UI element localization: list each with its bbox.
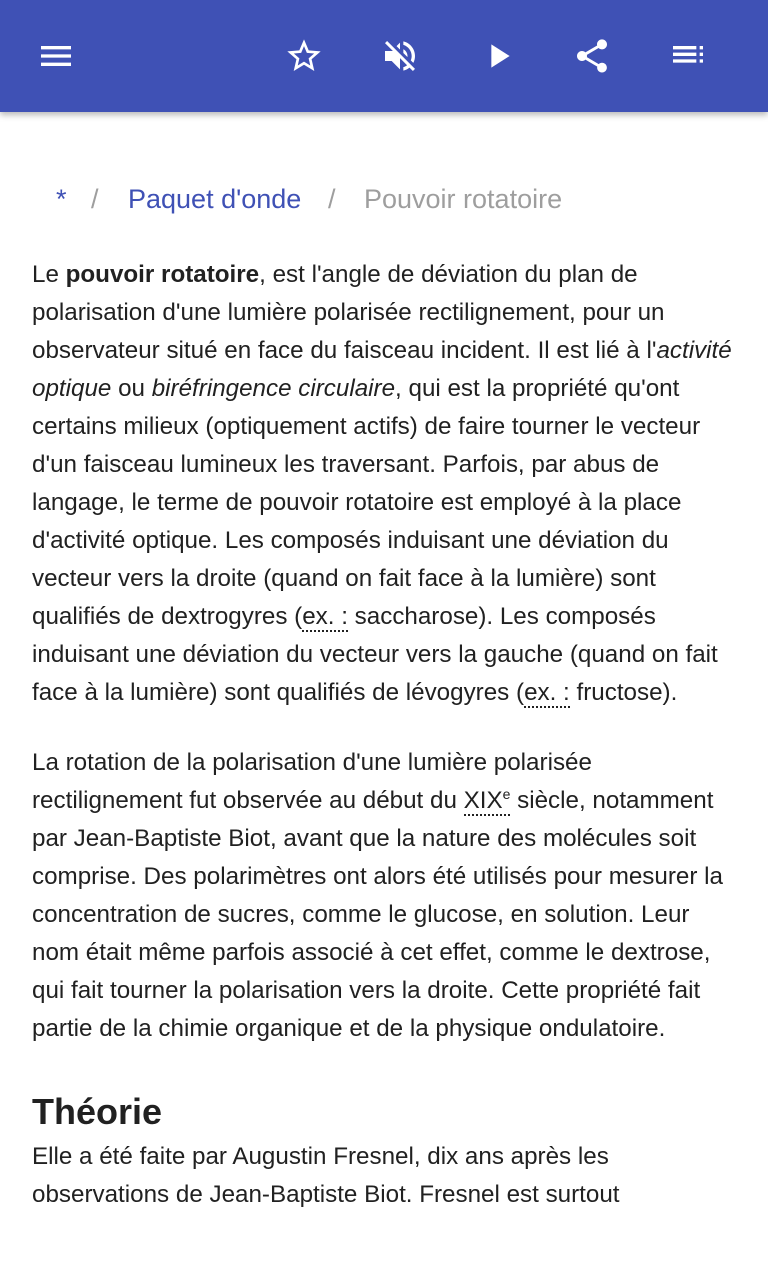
volume-mute-icon <box>380 36 420 76</box>
paragraph-theory: Elle a été faite par Augustin Fresnel, dix ans après les observations de Jean-Baptiste Biot. Fresnel est surtout <box>32 1143 620 1208</box>
paragraph-intro <box>32 256 740 712</box>
share-button[interactable] <box>560 24 624 88</box>
term-italic: biréfringence circulaire <box>151 375 396 402</box>
text: , qui est la propriété qu'ont certains milieux (optiquement actifs) de faire tourner le vecteur d'un faisceau lumineux les traversant. Parfois, par abus de langage, le terme de pouvoir rotatoire est employé à la place d'activité optique. Les composés induisant une déviation du vecteur vers la droite (quand on fait face à la lumière) sont qualifiés de dextrogyres ( <box>32 375 701 630</box>
menu-icon <box>36 36 76 76</box>
term-bold: pouvoir rotatoire <box>65 261 260 288</box>
text: Le <box>32 261 66 288</box>
century-abbreviation[interactable] <box>464 787 511 816</box>
playlist-button[interactable] <box>656 24 720 88</box>
playlist-icon <box>668 36 708 76</box>
article-content <box>0 112 768 1280</box>
abbreviation[interactable]: ex. : <box>524 679 570 706</box>
mute-button[interactable] <box>368 24 432 88</box>
text: , est l'angle de déviation du plan de polarisation d'une lumière polarisée rectilignement, pour un observateur situé en face du faisceau incident. Il est lié à l' <box>32 261 665 364</box>
term-italic: activité optique <box>32 337 732 402</box>
menu-button[interactable] <box>24 24 88 88</box>
article-body <box>32 256 740 1246</box>
breadcrumb <box>0 182 768 216</box>
paragraph-history <box>32 744 740 1048</box>
breadcrumb-separator: / <box>91 184 99 214</box>
star-outline-icon <box>284 36 324 76</box>
play-icon <box>478 36 518 76</box>
century-text: XIX <box>463 787 503 814</box>
breadcrumb-home-link[interactable]: * <box>56 184 67 214</box>
text: saccharose). Les composés induisant une déviation du vecteur vers la gauche (quand on fait face à la lumière) sont qualifiés de lévogyres ( <box>32 603 718 706</box>
text: fructose). <box>569 679 678 706</box>
section-heading: Théorie <box>32 1091 163 1132</box>
app-bar <box>0 0 768 112</box>
share-icon <box>572 36 612 76</box>
text: siècle, notamment par Jean-Baptiste Biot, avant que la nature des molécules soit comprise. Des polarimètres ont alors été utilisés pour mesurer la concentration de sucres, comme le glucose, en solution. Leur nom était même parfois associé à cet effet, comme le dextrose, qui fait tourner la polarisation vers la droite. Cette propriété fait partie de la chimie organique et de la physique ondulatoire. <box>32 787 723 1042</box>
abbreviation[interactable]: ex. : <box>302 603 348 630</box>
text: La rotation de la polarisation d'une lumière polarisée rectilignement fut observée au début du <box>32 749 592 814</box>
favorite-button[interactable] <box>272 24 336 88</box>
superscript: e <box>502 785 511 802</box>
breadcrumb-parent-link[interactable]: Paquet d'onde <box>128 184 302 214</box>
breadcrumb-separator: / <box>328 184 336 214</box>
text: ou <box>111 375 152 402</box>
play-button[interactable] <box>466 24 530 88</box>
breadcrumb-current: Pouvoir rotatoire <box>364 184 563 214</box>
